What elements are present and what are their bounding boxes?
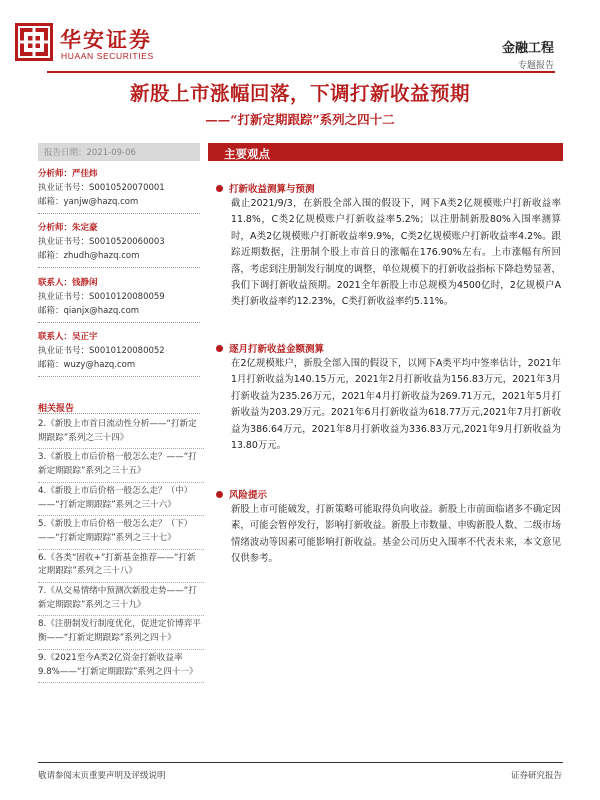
related-report-item[interactable]: 2.《新股上市首日流动性分析——“打新定期跟踪”系列之三十四》 (38, 416, 204, 449)
email-address[interactable]: yanjw@hazq.com (63, 197, 139, 207)
email-label: 邮箱： (38, 360, 64, 370)
cert-number: S0010520060003 (89, 237, 165, 247)
main-points-title: 主要观点 (224, 147, 270, 161)
related-report-item[interactable]: 5.《新股上市后价格一般怎么走？（下）——“打新定期跟踪”系列之三十七》 (38, 516, 204, 549)
contact-card (38, 276, 200, 323)
section-title-text: 打新收益测算与预测 (229, 184, 315, 195)
contact-name: 钱静闲 (72, 278, 98, 288)
report-title: 新股上市涨幅回落，下调打新收益预期 (129, 82, 470, 105)
logo-name-cn: 华安证券 (60, 27, 152, 52)
section-title (216, 341, 324, 355)
divider (38, 267, 200, 268)
section-body: 在2亿规模账户，新股全部入围的假设下，以网下A类平均中签率估计，2021年1月打新收益为140.15万元，2021年2月打新收益为156.83万元，2021年3月打新收益为235.26万元，2021年4月打新收益为269.71万元，2021年5月打新收益为203.29万元。2021年6月打新收益为618.77万元,2021年7月打新收益为386.64万元，2021年8月打新收益为336.83万元,2021年9月打新收益为13.80万元。 (231, 358, 561, 452)
section-body: 截止2021/9/3，在新股全部入围的假设下，网下A类2亿规模账户打新收益率11.8%，C类2亿规模账户打新收益率5.2%；以注册制新股80%入围率测算时，A类2亿规模账户打新收益率9.9%，C类2亿规模账户打新收益率4.2%。跟踪近期数据，注册制个股上市首日的涨幅在176.90%左右。上市涨幅有所回落，考虑到注册制发行制度的调整，单位规模下的打新收益指标下降趋势显著，我们下调打新收益预期。2021全年新股上市总规模为4500亿时，2亿规模户A类打新收益率约12.23%，C类打新收益率约5.11%。 (231, 198, 561, 308)
report-subtitle: ——“打新定期跟踪”系列之四十二 (205, 112, 395, 127)
cert-label: 执业证书号： (38, 237, 90, 247)
divider (38, 322, 200, 323)
logo-name-en: HUAAN SECURITIES (61, 51, 154, 61)
header-divider (47, 71, 555, 73)
cert-label: 执业证书号： (38, 292, 90, 302)
analyst-role: 分析师： (38, 223, 73, 233)
email-address[interactable]: qianjx@hazq.com (63, 306, 140, 316)
bullet-icon (216, 345, 223, 352)
footer-label: 证券研究报告 (510, 771, 562, 781)
footer-divider (38, 762, 563, 763)
section-title (216, 181, 315, 195)
main-points-header (208, 143, 563, 161)
report-type: 专题报告 (517, 61, 554, 71)
related-report-item[interactable]: 7.《从交易情绪中预测次新股走势——“打新定期跟踪”系列之三十九》 (38, 583, 204, 616)
analyst-role: 分析师： (38, 169, 73, 179)
email-label: 邮箱： (38, 306, 64, 316)
email-address[interactable]: zhudh@hazq.com (63, 251, 140, 261)
cert-number: S0010520070001 (89, 183, 165, 193)
email-label: 邮箱： (38, 251, 64, 261)
divider (38, 376, 200, 377)
email-address[interactable]: wuzy@hazq.com (63, 360, 136, 370)
cert-number: S0010120080059 (89, 292, 165, 302)
section-title-text: 风险提示 (229, 490, 268, 501)
related-reports-list (38, 416, 204, 683)
footer-disclaimer[interactable]: 敬请参阅末页重要声明及评级说明 (38, 771, 166, 781)
related-report-item[interactable]: 8.《注册制发行制度优化，促进定价博弈平衡——“打新定期跟踪”系列之四十》 (38, 616, 204, 649)
section-title (216, 487, 267, 501)
section-title-text: 逐月打新收益金额测算 (229, 344, 325, 355)
related-reports-title: 相关报告 (38, 404, 75, 414)
cert-label: 执业证书号： (38, 346, 90, 356)
related-report-item[interactable]: 4.《新股上市后价格一般怎么走？（中）——“打新定期跟踪”系列之三十六》 (38, 483, 204, 516)
analyst-name: 严佳炜 (72, 169, 98, 179)
cert-label: 执业证书号： (38, 183, 90, 193)
analyst-name: 朱定豪 (72, 223, 98, 233)
company-logo (14, 22, 204, 68)
contact-name: 吴正宇 (72, 332, 98, 342)
report-date: 报告日期：2021-09-06 (38, 143, 200, 161)
analyst-card (38, 167, 200, 214)
related-report-item[interactable]: 9.《2021至今A类2亿资金打新收益率9.8%——“打新定期跟踪”系列之四十一》 (38, 650, 204, 683)
section-body: 新股上市可能破发，打新策略可能取得负向收益。新股上市前面临诸多不确定因素，可能会暂停发行，影响打新收益。新股上市数量、申购新股人数、二级市场情绪波动等因素可能影响打新收益。基金公司历史入围率不代表未来，本文意见仅供参考。 (231, 504, 561, 565)
divider (38, 213, 200, 214)
contact-card (38, 330, 200, 377)
cert-number: S0010120080052 (89, 346, 165, 356)
related-report-item[interactable]: 6.《各类“固收+”打新基金推荐——“打新定期跟踪”系列之三十八》 (38, 550, 204, 583)
seal-logo-icon (14, 22, 54, 62)
email-label: 邮箱： (38, 197, 64, 207)
divider (38, 413, 200, 414)
contact-role: 联系人： (38, 332, 73, 342)
bullet-icon (216, 491, 223, 498)
contact-role: 联系人： (38, 278, 73, 288)
related-report-item[interactable]: 3.《新股上市后价格一般怎么走？——“打新定期跟踪”系列之三十五》 (38, 449, 204, 482)
analyst-card (38, 221, 200, 268)
bullet-icon (216, 185, 223, 192)
report-category: 金融工程 (501, 41, 554, 56)
